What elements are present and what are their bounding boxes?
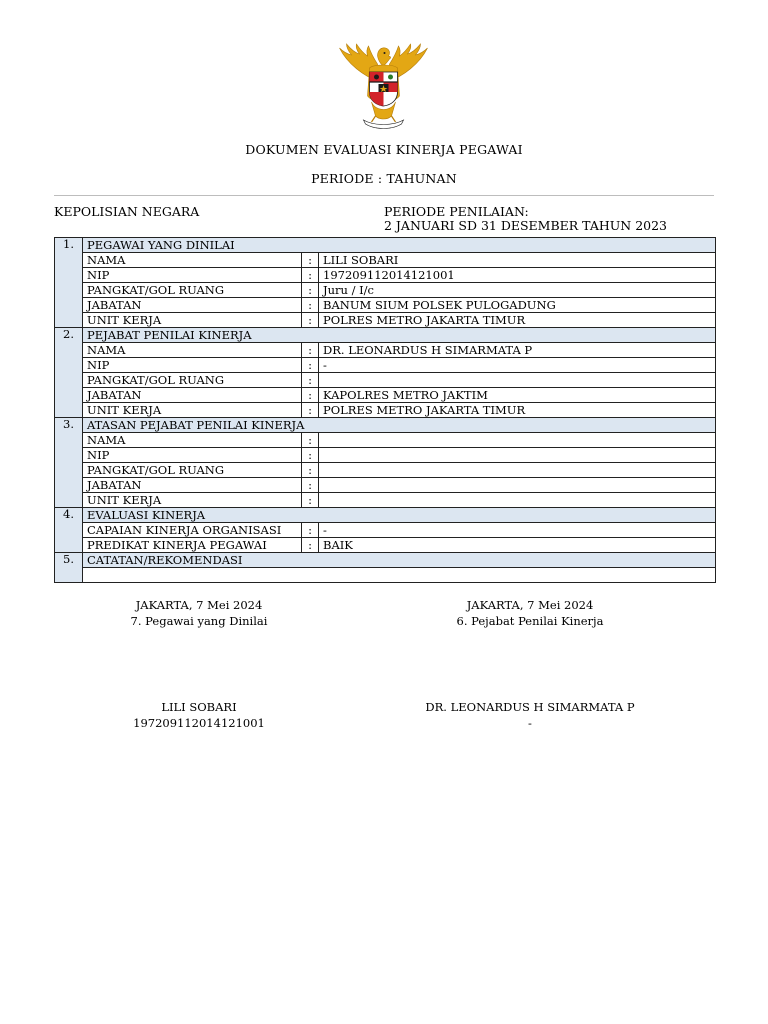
- field-value: POLRES METRO JAKARTA TIMUR: [319, 403, 716, 418]
- signer-role: 6. Pejabat Penilai Kinerja: [456, 614, 604, 628]
- table-row: [55, 283, 716, 298]
- field-label: NAMA: [83, 343, 302, 358]
- table-row: [55, 538, 716, 553]
- field-value: LILI SOBARI: [319, 253, 716, 268]
- signer-identity-left: [49, 699, 349, 731]
- field-value: KAPOLRES METRO JAKTIM: [319, 388, 716, 403]
- table-row: [55, 373, 716, 388]
- field-label: NIP: [83, 268, 302, 283]
- field-label: JABATAN: [83, 298, 302, 313]
- notes-field: [83, 568, 716, 583]
- field-value: [319, 463, 716, 478]
- assessment-period-value: 2 JANUARI SD 31 DESEMBER TAHUN 2023: [384, 218, 668, 233]
- table-row: [55, 343, 716, 358]
- colon: :: [302, 373, 319, 388]
- field-label: PREDIKAT KINERJA PEGAWAI: [83, 538, 302, 553]
- section-title: EVALUASI KINERJA: [83, 508, 716, 523]
- table-row: [55, 463, 716, 478]
- table-row: [55, 358, 716, 373]
- colon: :: [302, 493, 319, 508]
- signer-nip: -: [528, 716, 532, 730]
- field-label: PANGKAT/GOL RUANG: [83, 373, 302, 388]
- field-value: [319, 478, 716, 493]
- field-label: CAPAIAN KINERJA ORGANISASI: [83, 523, 302, 538]
- table-row: [55, 253, 716, 268]
- colon: :: [302, 478, 319, 493]
- colon: :: [302, 448, 319, 463]
- field-value: [319, 433, 716, 448]
- place-date: JAKARTA, 7 Mei 2024: [135, 598, 263, 612]
- document-title: DOKUMEN EVALUASI KINERJA PEGAWAI: [245, 142, 523, 157]
- table-row: [55, 568, 716, 583]
- table-row: [55, 478, 716, 493]
- field-label: PANGKAT/GOL RUANG: [83, 463, 302, 478]
- table-row: [55, 298, 716, 313]
- signer-role: 7. Pegawai yang Dinilai: [130, 614, 268, 628]
- colon: :: [302, 253, 319, 268]
- table-row: [55, 313, 716, 328]
- section-header-row: [55, 328, 716, 343]
- section-title: PEJABAT PENILAI KINERJA: [83, 328, 716, 343]
- section-number: 5.: [55, 553, 83, 583]
- colon: :: [302, 403, 319, 418]
- table-row: [55, 268, 716, 283]
- table-row: [55, 448, 716, 463]
- field-label: UNIT KERJA: [83, 403, 302, 418]
- section-header-row: [55, 238, 716, 253]
- field-value: BANUM SIUM POLSEK PULOGADUNG: [319, 298, 716, 313]
- field-value: [319, 373, 716, 388]
- field-value: [319, 448, 716, 463]
- place-date: JAKARTA, 7 Mei 2024: [466, 598, 594, 612]
- table-row: [55, 493, 716, 508]
- field-value: -: [319, 523, 716, 538]
- section-header-row: [55, 508, 716, 523]
- field-value: 197209112014121001: [319, 268, 716, 283]
- colon: :: [302, 298, 319, 313]
- evaluation-table: [54, 237, 716, 583]
- signer-name: LILI SOBARI: [161, 700, 237, 714]
- garuda-emblem-icon: [333, 42, 434, 134]
- colon: :: [302, 538, 319, 553]
- section-title: ATASAN PEJABAT PENILAI KINERJA: [83, 418, 716, 433]
- signature-block-right: [380, 597, 680, 629]
- field-value: [319, 493, 716, 508]
- signer-identity-right: [380, 699, 680, 731]
- colon: :: [302, 313, 319, 328]
- colon: :: [302, 358, 319, 373]
- section-number: 1.: [55, 238, 83, 328]
- table-row: [55, 388, 716, 403]
- field-label: NAMA: [83, 253, 302, 268]
- field-label: UNIT KERJA: [83, 493, 302, 508]
- divider: [54, 195, 714, 196]
- section-title: CATATAN/REKOMENDASI: [83, 553, 716, 568]
- institution-name: KEPOLISIAN NEGARA: [54, 204, 200, 219]
- colon: :: [302, 433, 319, 448]
- section-number: 4.: [55, 508, 83, 553]
- period-type: PERIODE : TAHUNAN: [311, 171, 457, 186]
- colon: :: [302, 268, 319, 283]
- section-title: PEGAWAI YANG DINILAI: [83, 238, 716, 253]
- signer-name: DR. LEONARDUS H SIMARMATA P: [425, 700, 635, 714]
- signature-block-left: [49, 597, 349, 629]
- colon: :: [302, 463, 319, 478]
- field-label: UNIT KERJA: [83, 313, 302, 328]
- field-label: NAMA: [83, 433, 302, 448]
- field-label: JABATAN: [83, 478, 302, 493]
- colon: :: [302, 283, 319, 298]
- table-row: [55, 523, 716, 538]
- field-value: POLRES METRO JAKARTA TIMUR: [319, 313, 716, 328]
- field-label: NIP: [83, 448, 302, 463]
- colon: :: [302, 388, 319, 403]
- table-row: [55, 403, 716, 418]
- signer-nip: 197209112014121001: [133, 716, 265, 730]
- field-value: -: [319, 358, 716, 373]
- colon: :: [302, 343, 319, 358]
- field-label: NIP: [83, 358, 302, 373]
- section-header-row: [55, 553, 716, 568]
- colon: :: [302, 523, 319, 538]
- section-number: 2.: [55, 328, 83, 418]
- field-label: PANGKAT/GOL RUANG: [83, 283, 302, 298]
- field-value: DR. LEONARDUS H SIMARMATA P: [319, 343, 716, 358]
- table-row: [55, 433, 716, 448]
- field-value: Juru / I/c: [319, 283, 716, 298]
- section-number: 3.: [55, 418, 83, 508]
- field-label: JABATAN: [83, 388, 302, 403]
- field-value: BAIK: [319, 538, 716, 553]
- assessment-period-label: PERIODE PENILAIAN:: [384, 204, 529, 219]
- section-header-row: [55, 418, 716, 433]
